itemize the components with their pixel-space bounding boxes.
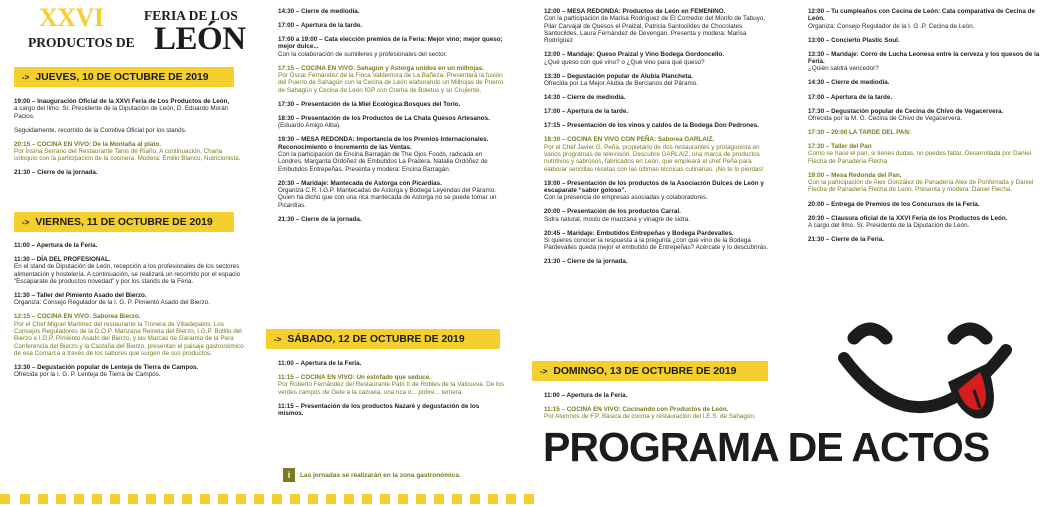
- dash-decoration: [416, 494, 426, 504]
- event-item: [544, 406, 776, 421]
- event-heading: 20:45 – Maridaje: Embutidos Entrepeñas y Bodega Pardevalles.: [544, 229, 734, 237]
- event-item: [278, 22, 506, 29]
- event-heading: 17:30 – Taller del Pan: [808, 143, 872, 151]
- event-heading: 11:30 – Taller del Pimiento Asado del Bierzo.: [14, 292, 147, 300]
- event-heading: 13:30 – Maridaje: Corro de Lucha Leonesa entre la cerveza y los quesos de la Feria.: [808, 50, 1040, 66]
- events-sabado-continued: [544, 8, 776, 272]
- dash-decoration: [0, 494, 10, 504]
- event-heading: 20:00 – Presentación de los productos Carral.: [544, 208, 681, 216]
- event-description: Si quieres conocer la respuesta a la pregunta ¿con qué vino de la Bodega Pardevalles queda mejor el embutido de Entrepeñas? Acércate y lo descubrirás.: [544, 237, 769, 252]
- event-description: A cargo del Ilmo. Sr. Presidente de la Diputación de León.: [808, 221, 970, 229]
- event-description: Con la presencia de empresas asociadas y colaboradores.: [544, 194, 708, 202]
- dash-decoration: [200, 494, 210, 504]
- logo-feria-text: FERIA DE LOS: [144, 8, 238, 23]
- logo-productos-text: PRODUCTOS DE: [28, 35, 135, 50]
- event-description: Por el Chef Javier G. Peña, propietario de dos restaurantes y protagonista en varios programas de televisión. Descubre GARLAIZ, una marca de productos nutritivos y sabrosos, fabricados en León, que empleará el chef Peña para elaborar sencillas recetas con las últimas técnicas culinarias. ¡No te lo pierdas!: [544, 143, 764, 173]
- event-heading: 11:15 – COCINA EN VIVO: Un estofado que seduce.: [278, 374, 432, 382]
- dash-decoration: [74, 494, 84, 504]
- event-item: [278, 65, 506, 94]
- event-item: [14, 242, 246, 249]
- dash-decoration: [362, 494, 372, 504]
- dash-decoration: [398, 494, 408, 504]
- event-heading: 21:30 – Cierre de la Feria.: [808, 236, 884, 243]
- event-item: [544, 108, 776, 115]
- event-heading: 13:00 – Maridaje: Queso Praizal y Vino Bodega Gordoncello.: [544, 51, 725, 59]
- dash-decoration: [56, 494, 66, 504]
- event-item: [14, 169, 246, 176]
- dash-decoration: [326, 494, 336, 504]
- event-heading: 17:15 – COCINA EN VIVO: Sahagún y Astorga unidos en un milhojas.: [278, 64, 484, 72]
- dash-decoration: [38, 494, 48, 504]
- event-item: [808, 201, 1040, 208]
- event-heading: 17:15 – Presentación de los vinos y caldos de la Bodega Don Pedrones.: [544, 122, 759, 130]
- arrow-icon: ->: [22, 217, 30, 227]
- event-item: [278, 136, 506, 172]
- day-header-viernes: [14, 212, 234, 232]
- event-item: [14, 141, 246, 163]
- event-item: [14, 256, 246, 285]
- event-item: [278, 403, 506, 418]
- event-item: [808, 51, 1040, 73]
- event-item: [14, 127, 246, 134]
- event-item: [808, 129, 1040, 136]
- event-item: [14, 292, 246, 307]
- event-item: [808, 94, 1040, 101]
- event-description: Por el Chef Miguel Martínez del restaurante la Tronera de Villadepalos. Los Consejos Reguladores de la D.O.P. Manzana Reineta del Bierzo, I.G.P. Botillo del Bierzo e I.G.P. Pimiento Asado del Bierzo, y las Marcas de Garantía de la Pera Conferencia del Bierzo y la Castaña del Bierzo, presentan el paisaje gastronómico de esa Comarca a través de los sabores que surgen de sus productos.: [14, 320, 244, 357]
- event-heading: 17:30 – Presentación de la Miel Ecológica Bosques del Torío.: [278, 100, 461, 108]
- event-item: [808, 8, 1040, 30]
- event-heading: 12:00 – MESA REDONDA: Productos de León en FEMENINO.: [544, 8, 726, 15]
- arrow-icon: ->: [274, 334, 282, 344]
- dash-decoration: [524, 494, 534, 504]
- event-item: [544, 136, 776, 172]
- event-item: [808, 215, 1040, 230]
- event-heading: 12:00 – Tu cumpleaños con Cecina de León: Cata comparativa de Cecina de León.: [808, 8, 1035, 23]
- dash-decoration: [164, 494, 174, 504]
- dash-decoration: [452, 494, 462, 504]
- event-item: [544, 208, 776, 223]
- event-heading: 11:15 – Presentación de los productos Nazaré y degustación de los mismos.: [278, 402, 480, 418]
- event-item: [278, 36, 506, 58]
- event-heading: 19:00 – Inauguración Oficial de la XXVI Feria de Los Productos de León,: [14, 98, 230, 105]
- event-heading: 17:30 – 20:00 LA TARDE DEL PAN:: [808, 129, 911, 137]
- event-heading: 13:30 – Degustación popular de Alubia Plancheta.: [544, 72, 693, 80]
- event-item: [544, 73, 776, 88]
- info-icon: i: [283, 468, 295, 482]
- event-heading: 11:00 – Apertura de la Feria.: [14, 242, 98, 249]
- day-label: VIERNES, 11 DE OCTUBRE DE 2019: [35, 216, 213, 228]
- event-item: [544, 180, 776, 202]
- day-header-jueves: [14, 67, 234, 87]
- event-item: [808, 172, 1040, 194]
- event-item: [278, 216, 506, 223]
- event-item: [278, 115, 506, 130]
- logo-leon-text: LEÓN: [154, 21, 246, 57]
- event-heading: 20:30 – Maridaje: Mantecada de Astorga con Picardías.: [278, 179, 442, 187]
- event-item: [808, 108, 1040, 123]
- day-label: JUEVES, 10 DE OCTUBRE DE 2019: [35, 71, 209, 83]
- event-description: Organiza C.R. I.G.P. Mantecadas de Astorga y Bodega Leyendas del Páramo. Quien ha dicho que con una rica mantecada de Astorga no se puede tomar un Picardías.: [278, 186, 497, 209]
- event-description: Ofrecida por la M. G. Cecina de Chivo de Vegacervera.: [808, 114, 962, 122]
- event-description: a cargo del Ilmo. Sr. Presidente de la Diputación de León, D. Eduardo Morán Pacios.: [14, 105, 229, 120]
- event-description: ¿Qué queso con qué vino? o ¿Qué vino para qué queso?: [544, 58, 705, 66]
- event-item: [544, 51, 776, 66]
- event-heading: 13:30 – Degustación popular de Lenteja de Tierra de Campos.: [14, 364, 199, 372]
- dash-decoration: [110, 494, 120, 504]
- event-heading: 12:15 – COCINA EN VIVO: Saborea Bierzo.: [14, 313, 141, 321]
- dash-decoration: [272, 494, 282, 504]
- day-label: SÁBADO, 12 DE OCTUBRE DE 2019: [287, 333, 465, 345]
- event-heading: 14:30 – Cierre de mediodía.: [278, 8, 360, 15]
- event-description: Por Ínsina Serrano del Restaurante Tanis de Riaño. A continuación, Charla coloquio con la participación de la cocinera. Modera: Emilio Blanco, Nutricionista.: [14, 148, 241, 163]
- event-description: Organiza: Consejo Regulador de la I. G .P. Cecina de León.: [808, 22, 975, 30]
- event-heading: 11:00 – Apertura de la Feria.: [544, 392, 628, 399]
- event-heading: 11:15 – COCINA EN VIVO: Cocinando con Productos de León.: [544, 406, 729, 414]
- dash-decoration: [182, 494, 192, 504]
- events-viernes: [14, 242, 246, 385]
- dash-decoration: [254, 494, 264, 504]
- dash-decoration: [506, 494, 516, 504]
- dash-decoration: [308, 494, 318, 504]
- event-heading: 17:00 – Apertura de la tarde.: [278, 22, 363, 30]
- event-item: [544, 230, 776, 252]
- event-heading: 11:00 – Apertura de la Feria.: [278, 360, 362, 367]
- event-heading: 21:30 – Cierre de la jornada.: [14, 169, 98, 177]
- event-heading: 17:00 a 19:00 – Cata elección premios de la Feria: Mejor vino; mejor queso; mejor dulce...: [278, 36, 503, 51]
- event-heading: 19:30 – MESA REDONDA: Importancia de los Premios Internacionales. Reconocimiento o Incremento de las Ventas.: [278, 136, 489, 151]
- event-description: Por Óscar Fernández de la Finca Valdemora de La Bañeza. Presentará la fusión del Puerro de Sahagún con la Cecina de León elaborando un Milhojas de Puerro de Sahagún y Cecina de León IGP con Crema de Boletus y su Crujiente.: [278, 72, 504, 94]
- event-heading: 18:30 – Presentación de los Productos de La Chata Quesos Artesanos.: [278, 114, 490, 122]
- events-jueves: [14, 98, 246, 184]
- location-note: [283, 468, 461, 482]
- event-description: Por Roberto Fernández del Restaurante Patri II de Robles de la Valcueva. De los verdes campos de Gete a la cazuela, una rica o... pobre... ternera.: [278, 381, 504, 396]
- dash-decoration: [470, 494, 480, 504]
- event-item: [544, 94, 776, 101]
- event-item: [808, 37, 1040, 44]
- event-heading: 20:30 – Clausura oficial de la XXVI Feria de los Productos de León.: [808, 214, 1008, 222]
- event-heading: 14:30 – Cierre de mediodía.: [544, 94, 626, 102]
- event-heading: 17:00 – Apertura de la tarde.: [808, 93, 893, 101]
- event-heading: 13:00 – Concierto Plastic Soul.: [808, 36, 900, 44]
- event-heading: 17:30 – Degustación popular de Cecina de Chivo de Vegacervera.: [808, 107, 1004, 115]
- dash-decoration: [218, 494, 228, 504]
- event-description: Seguidamente, recorrido de la Comitiva Oficial por los stands.: [14, 126, 187, 134]
- event-item: [14, 313, 246, 357]
- event-heading: 11:30 – DÍA DEL PROFESIONAL.: [14, 256, 111, 264]
- event-heading: 19:00 – Mesa Redonda del Pan.: [808, 171, 902, 179]
- day-label: DOMINGO, 13 DE OCTUBRE DE 2019: [553, 365, 737, 377]
- event-description: Organiza: Consejo Regulador de la I. G. P. Pimiento Asado del Bierzo.: [14, 299, 210, 307]
- event-item: [14, 364, 246, 379]
- event-item: [278, 8, 506, 15]
- event-heading: 19:00 – Presentación de los productos de la Asociación Dulces de León y escaparate “sabor goloso”.: [544, 179, 764, 194]
- dash-decoration: [128, 494, 138, 504]
- events-domingo-continued: [808, 8, 1040, 250]
- dash-decoration: [290, 494, 300, 504]
- fair-logo: [14, 3, 246, 58]
- event-item: [544, 258, 776, 265]
- dash-decoration: [92, 494, 102, 504]
- event-heading: 20:15 – COCINA EN VIVO: De la Montaña al plato.: [14, 140, 162, 148]
- location-note-text: Las jornadas se realizarán en la zona gastronómica.: [300, 471, 461, 479]
- events-domingo: [544, 392, 776, 427]
- event-item: [544, 122, 776, 129]
- event-description: Ofrecida por La Mejor Alubia de Bercianos del Páramo.: [544, 79, 699, 87]
- event-heading: 20:00 – Entrega de Premios de los Concursos de la Feria.: [808, 200, 980, 208]
- event-heading: 21:30 – Cierre de la jornada.: [278, 215, 362, 223]
- event-item: [14, 98, 246, 120]
- day-header-domingo: [532, 361, 768, 381]
- event-description: (Eduardo Amigo Alba).: [278, 122, 342, 130]
- dash-decoration: [20, 494, 30, 504]
- event-heading: 21:30 – Cierre de la jornada.: [544, 258, 628, 266]
- dash-decoration: [434, 494, 444, 504]
- dash-decoration: [488, 494, 498, 504]
- event-item: [544, 8, 776, 44]
- event-item: [808, 143, 1040, 165]
- arrow-icon: ->: [22, 72, 30, 82]
- event-heading: 14:30 – Cierre de mediodía.: [808, 79, 890, 87]
- day-header-sabado: [266, 329, 500, 349]
- event-item: [808, 236, 1040, 243]
- dash-decoration: [236, 494, 246, 504]
- event-item: [278, 374, 506, 396]
- dash-decoration: [344, 494, 354, 504]
- events-viernes-continued: [278, 8, 506, 230]
- dash-decoration: [380, 494, 390, 504]
- arrow-icon: ->: [540, 366, 548, 376]
- event-description: Con la participación de Encina Barragán de The Ojos Foods, radicada en Londres. Margarita Ordóñez de Embutidos La Pradera, Natalia Ordóñez de Embutidos Entrepeñas. Presenta y modera: Encina Barragán.: [278, 150, 488, 173]
- event-item: [278, 360, 506, 367]
- event-item: [544, 392, 776, 399]
- event-item: [278, 180, 506, 209]
- logo-roman-numeral: XXVI: [39, 3, 104, 32]
- event-description: Con la participación de Marisa Rodríguez de El Comedor del Monfo de Tabuyo, Pilar Carvajal de Quesos el Praizal, Patricia Santocildes de Chocolates Santocildes, Laura Fernández de Devengan. Presenta y modera: Marisa Rodríguez: [544, 15, 766, 45]
- event-description: Por Alumnos de F.P. Básica de cocina y restauración del I.E.S. de Sahagún.: [544, 413, 756, 421]
- event-description: Con la colaboración de sumilleres y profesionales del sector.: [278, 50, 448, 58]
- event-description: Como se hace el pan, si tienes dudas, no puedes faltar. Desarrollada por Daniel Flecha de Panadería Flecha: [808, 150, 1031, 165]
- event-heading: 18:30 – COCINA EN VIVO CON PEÑA: Saborea GARLAIZ.: [544, 136, 715, 144]
- events-sabado: [278, 360, 506, 424]
- event-description: Sidra natural, mosto de manzana y vinagre de sidra.: [544, 215, 690, 223]
- event-description: ¿Quién saldrá vencedor?: [808, 65, 879, 73]
- event-description: Ofrecida por la I. G. P. Lenteja de Tierra de Campos.: [14, 371, 161, 379]
- event-item: [808, 79, 1040, 86]
- event-description: En el stand de Diputación de León, recepción a los profesionales de los sectores alimentación y hostelería. A continuación, se realizará un recorrido por el espacio “Escaparate de productos novedad” y por los stands de la Feria.: [14, 263, 241, 285]
- event-heading: 17:00 – Apertura de la tarde.: [544, 108, 629, 116]
- dash-decoration: [146, 494, 156, 504]
- program-title: PROGRAMA DE ACTOS: [543, 424, 990, 470]
- event-description: Con la participación de Alex González de Panadería Alex de Ponferrada y Daniel Flecha de Panadería Flecha de León. Presenta y modera: Daniel Flecha.: [808, 179, 1034, 194]
- event-item: [278, 101, 506, 108]
